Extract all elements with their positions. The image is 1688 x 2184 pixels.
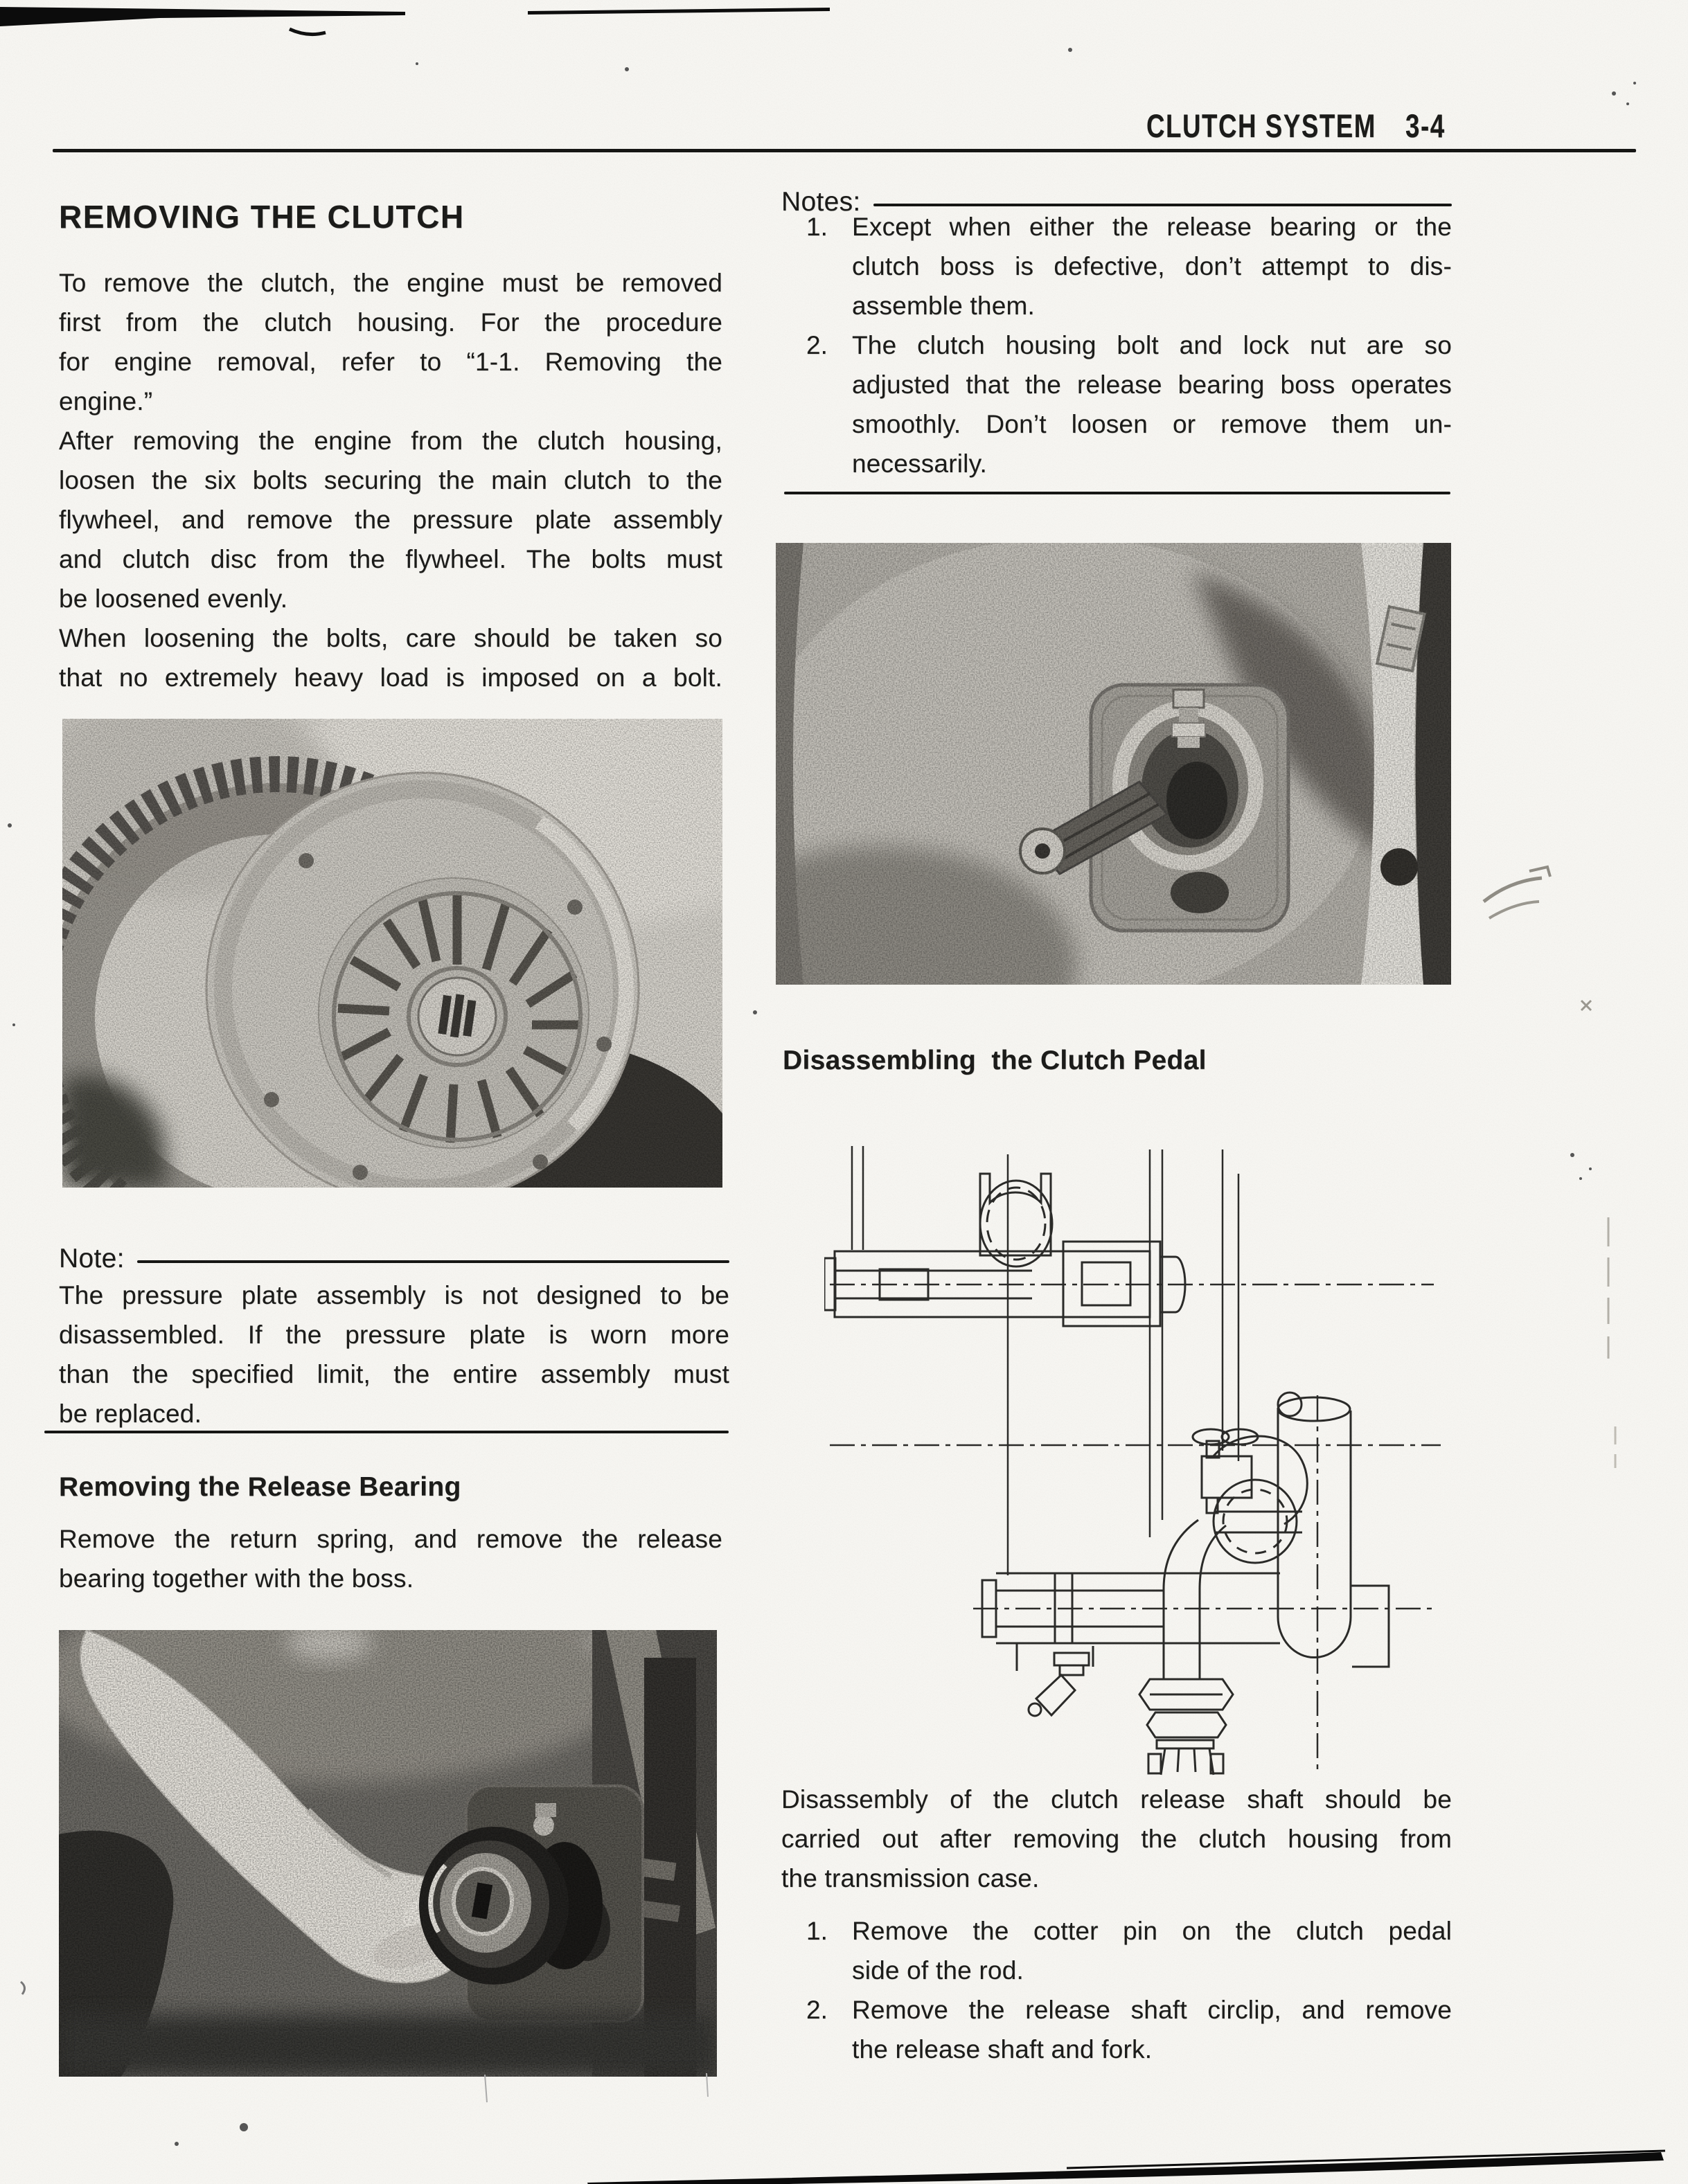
text-line: assemble them. (852, 292, 1035, 320)
clutch-housing-photo (776, 543, 1451, 985)
text-line: Disassembly of the clutch release shaft should be (781, 1785, 1452, 1814)
text-line: Remove the release shaft circlip, and remove (852, 1996, 1452, 2024)
text-line: than the specified limit, the entire assembly must (59, 1360, 729, 1388)
text-line: that no extremely heavy load is imposed on a bolt. (59, 663, 722, 692)
note-text (59, 1276, 729, 1433)
text-line: clutch boss is defective, don’t attempt to dis- (852, 252, 1452, 280)
text-line: adjusted that the release bearing boss operates (852, 370, 1452, 399)
note-bottom-rule (44, 1431, 729, 1433)
page-number: 3-4 (1405, 107, 1446, 144)
notes-label: Notes: (781, 187, 861, 217)
text-line: To remove the clutch, the engine must be removed (59, 269, 722, 297)
release-bearing-removal-photo (59, 1630, 717, 2077)
text-line: be replaced. (59, 1399, 202, 1428)
text-line: and clutch disc from the flywheel. The bolts must (59, 545, 722, 573)
notes-rule (873, 204, 1452, 206)
header-rule (53, 149, 1636, 152)
diagram-title: Disassembling the Clutch Pedal (783, 1046, 1207, 1075)
page-header (1146, 107, 1446, 145)
text-line: smoothly. Don’t loosen or remove them un- (852, 410, 1452, 438)
note-label: Note: (59, 1244, 125, 1273)
list-item (781, 325, 1452, 483)
text-line: Remove the cotter pin on the clutch pedal (852, 1917, 1452, 1945)
text-line: bearing together with the boss. (59, 1564, 414, 1593)
text-line: the transmission case. (781, 1864, 1040, 1892)
text-line: The pressure plate assembly is not designed to be (59, 1281, 729, 1309)
text-line: disassembled. If the pressure plate is worn more (59, 1321, 729, 1349)
note-rule (137, 1260, 729, 1263)
text-line: carried out after removing the clutch housing from (781, 1825, 1452, 1853)
text-line: After removing the engine from the clutch housing, (59, 427, 722, 455)
list-item (781, 1911, 1452, 1990)
text-line: engine.” (59, 387, 153, 415)
intro-paragraphs (59, 263, 722, 697)
text-line: for engine removal, refer to “1-1. Removing the (59, 348, 722, 376)
text-line: The clutch housing bolt and lock nut are so (852, 331, 1452, 359)
list-number: 1. (806, 1917, 828, 1945)
subsection-title: Removing the Release Bearing (59, 1472, 461, 1502)
text-line: side of the rod. (852, 1956, 1024, 1985)
text-line: Except when either the release bearing or the (852, 213, 1452, 241)
clutch-pedal-diagram (824, 1132, 1462, 1776)
flywheel-pressure-plate-photo (62, 719, 722, 1188)
list-item (781, 1990, 1452, 2069)
text-line: When loosening the bolts, care should be taken so (59, 624, 722, 652)
text-line: first from the clutch housing. For the procedure (59, 308, 722, 337)
list-item (781, 207, 1452, 325)
text-line: be loosened evenly. (59, 584, 288, 613)
notes-bottom-rule (784, 492, 1450, 494)
release-shaft-paragraph (781, 1780, 1452, 1898)
text-line: loosen the six bolts securing the main clutch to the (59, 466, 722, 494)
text-line: the release shaft and fork. (852, 2035, 1153, 2064)
text-line: necessarily. (852, 449, 988, 478)
notes-list (781, 207, 1452, 483)
text-line: flywheel, and remove the pressure plate assembly (59, 505, 722, 534)
list-number: 1. (806, 213, 828, 241)
chapter-title: CLUTCH SYSTEM (1146, 107, 1376, 144)
note-block-header (59, 1244, 729, 1274)
bearing-paragraph (59, 1519, 722, 1598)
text-line: Remove the return spring, and remove the release (59, 1525, 722, 1553)
list-number: 2. (806, 331, 828, 359)
list-number: 2. (806, 1996, 828, 2024)
steps-list (781, 1911, 1452, 2069)
section-title: REMOVING THE CLUTCH (59, 199, 465, 235)
